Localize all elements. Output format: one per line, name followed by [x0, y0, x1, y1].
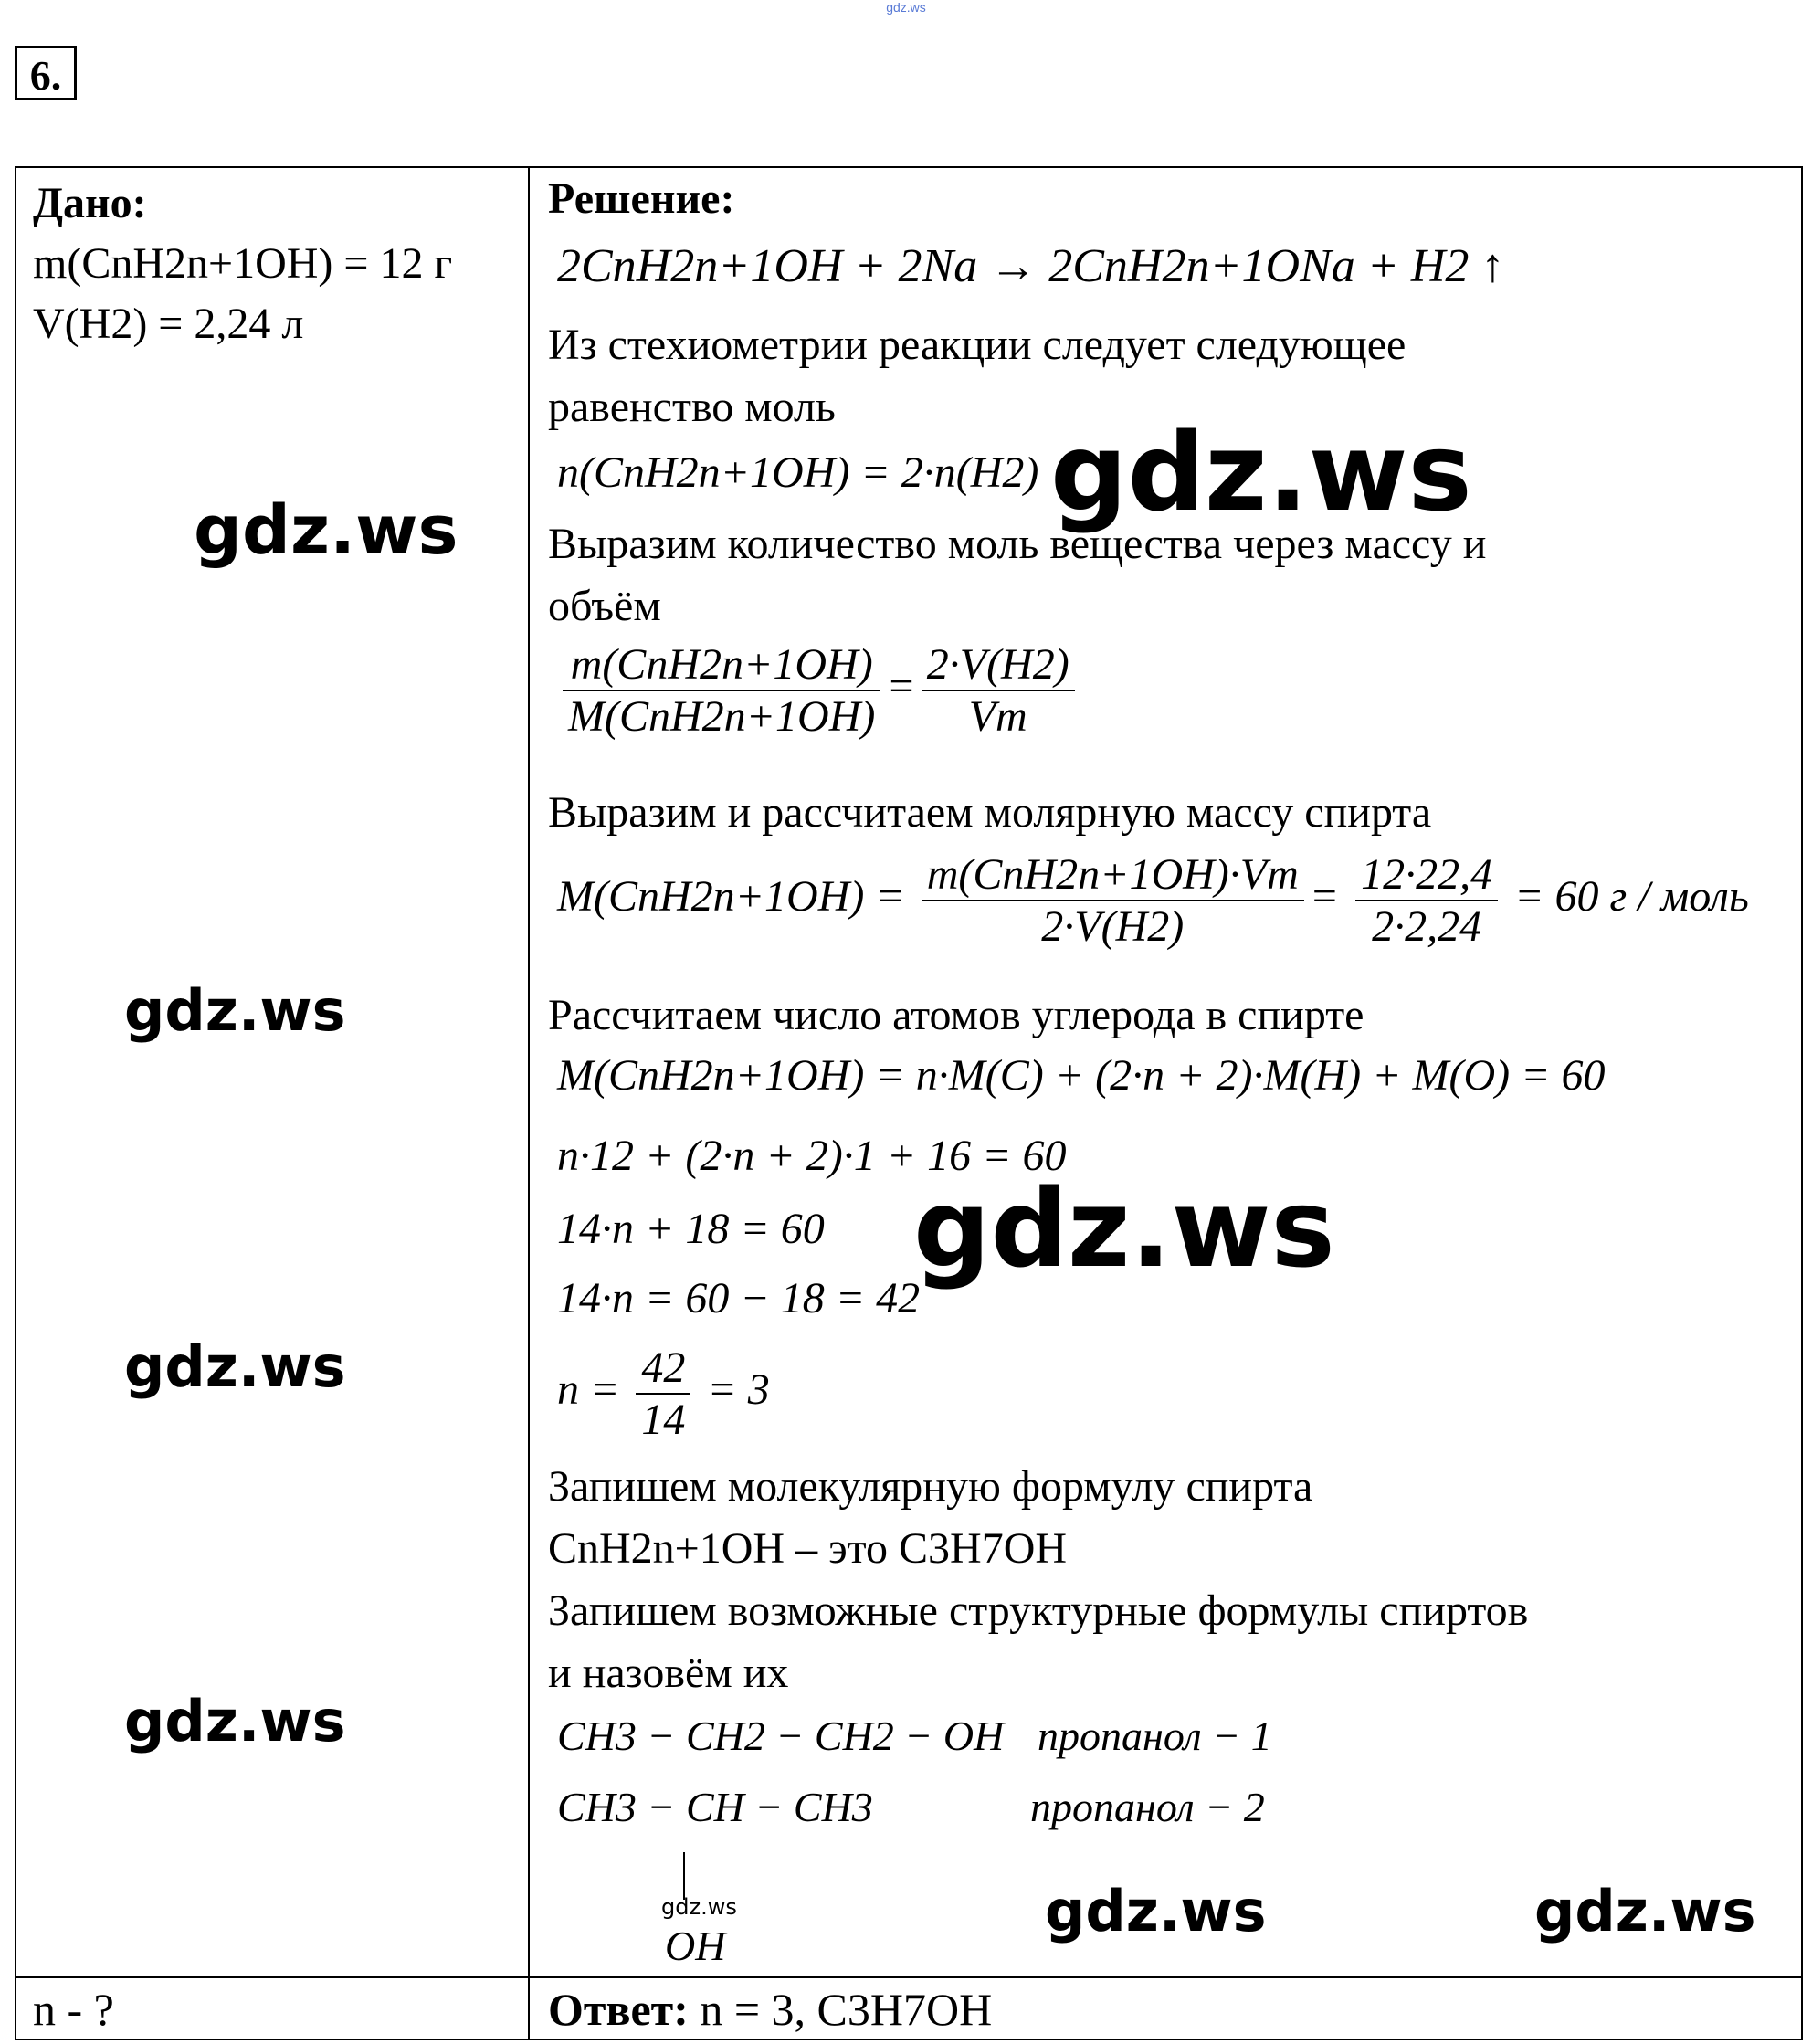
text-stoichiometry: Из стехиометрии реакции следует следующее [548, 321, 1406, 369]
find-value: n - ? [33, 1984, 114, 2035]
equation-molar-mass: M(CnH2n+1OH) = $\frac{\text{m(CnH2n+1OH)·Vm}}{2\cdot V(H2)}$ = $\frac{12\cdot 22,4}{2\cdot 2,24}$ = 60 г / моль [557, 850, 1749, 951]
equation-moles: n(CnH2n+1OH) = 2·n(H2) [557, 448, 1039, 497]
given-mass: m(CnH2n+1OH) = 12 г [33, 239, 453, 288]
watermark-9: gdz.ws [661, 1894, 737, 1920]
text-molecular-formula: Запишем молекулярную формулу спирта [548, 1462, 1313, 1511]
structure-propanol-2: CH3 − CH − CH3 [557, 1784, 873, 1830]
top-watermark: gdz.ws [886, 0, 926, 15]
ratio-den-1: M(CnH2n+1OH) [568, 692, 876, 741]
watermark-6: gdz.ws [124, 1688, 346, 1754]
molar-den-1: 2·V(H2) [1041, 902, 1185, 951]
equation-carbon-3: 14·n + 18 = 60 [557, 1205, 825, 1253]
equation-carbon-5 [557, 1343, 770, 1445]
row-divider [15, 1976, 1803, 1978]
molecular-formula-line: CnH2n+1OH – это C3H7OH [548, 1524, 1068, 1573]
watermark-2: gdz.ws [194, 491, 458, 570]
oh-group: OH [665, 1923, 726, 1969]
text-express-2: объём [548, 582, 661, 630]
equation-carbon-1: M(CnH2n+1OH) = n·M(C) + (2·n + 2)·M(H) + M(O) = 60 [557, 1051, 1606, 1100]
n-lhs: n = [557, 1365, 620, 1415]
watermark-4: gdz.ws [913, 1165, 1335, 1291]
name-propanol-2: пропанол − 2 [1030, 1784, 1265, 1830]
text-structural: Запишем возможные структурные формулы спиртов [548, 1586, 1529, 1635]
given-volume: V(H2) = 2,24 л [33, 300, 304, 348]
equation-carbon-2: n·12 + (2·n + 2)·1 + 16 = 60 [557, 1132, 1067, 1180]
watermark-1: gdz.ws [1050, 409, 1472, 535]
molar-lhs: M(CnH2n+1OH) = [557, 872, 905, 922]
n-num: 42 [636, 1343, 690, 1395]
equation-carbon-4: 14·n = 60 − 18 = 42 [557, 1274, 921, 1322]
watermark-7: gdz.ws [1045, 1878, 1267, 1944]
answer-value: n = 3, C3H7OH [700, 1984, 993, 2035]
ratio-num-2: 2·V(H2) [922, 639, 1075, 691]
equation-ratio: $\frac{\text{m(CnH2n+1OH)}}{\text{M(CnH2n+1OH)}}$ = $\frac{2\cdot V(H2)}{Vm}$ [557, 639, 1080, 742]
answer-line [548, 1982, 992, 2037]
column-divider [528, 166, 530, 2040]
molar-num-2: 12·22,4 [1355, 849, 1498, 901]
given-section [33, 174, 526, 354]
text-carbon-count: Рассчитаем число атомов углерода в спирте [548, 991, 1364, 1039]
watermark-8: gdz.ws [1534, 1878, 1756, 1944]
task-number-box: 6. [15, 46, 77, 100]
ratio-den-2: Vm [968, 692, 1027, 741]
molar-result: = 60 г / моль [1514, 872, 1749, 922]
text-structural-2: и назовём их [548, 1649, 789, 1697]
n-den: 14 [641, 1396, 686, 1444]
text-molar-mass: Выразим и рассчитаем молярную массу спирта [548, 788, 1432, 837]
solution-title: Решение: [548, 174, 735, 223]
structure-propanol-1: CH3 − CH2 − CH2 − OH [557, 1712, 1005, 1759]
n-rhs: = 3 [707, 1365, 770, 1415]
reaction-equation: 2CnH2n+1OH + 2Na → 2CnH2n+1ONa + H2 ↑ [557, 240, 1505, 292]
molar-den-2: 2·2,24 [1372, 902, 1482, 951]
watermark-5: gdz.ws [124, 1333, 346, 1400]
name-propanol-1: пропанол − 1 [1038, 1712, 1272, 1759]
given-title: Дано: [33, 179, 147, 227]
text-stoichiometry-2: равенство моль [548, 383, 836, 431]
watermark-3: gdz.ws [124, 977, 346, 1044]
answer-label: Ответ: [548, 1984, 689, 2035]
ratio-num-1: m(CnH2n+1OH) [563, 639, 880, 691]
text-express: Выразим количество моль вещества через массу и [548, 520, 1487, 568]
oh-bond-line [683, 1852, 685, 1900]
molar-num-1: m(CnH2n+1OH)·Vm [922, 849, 1304, 901]
